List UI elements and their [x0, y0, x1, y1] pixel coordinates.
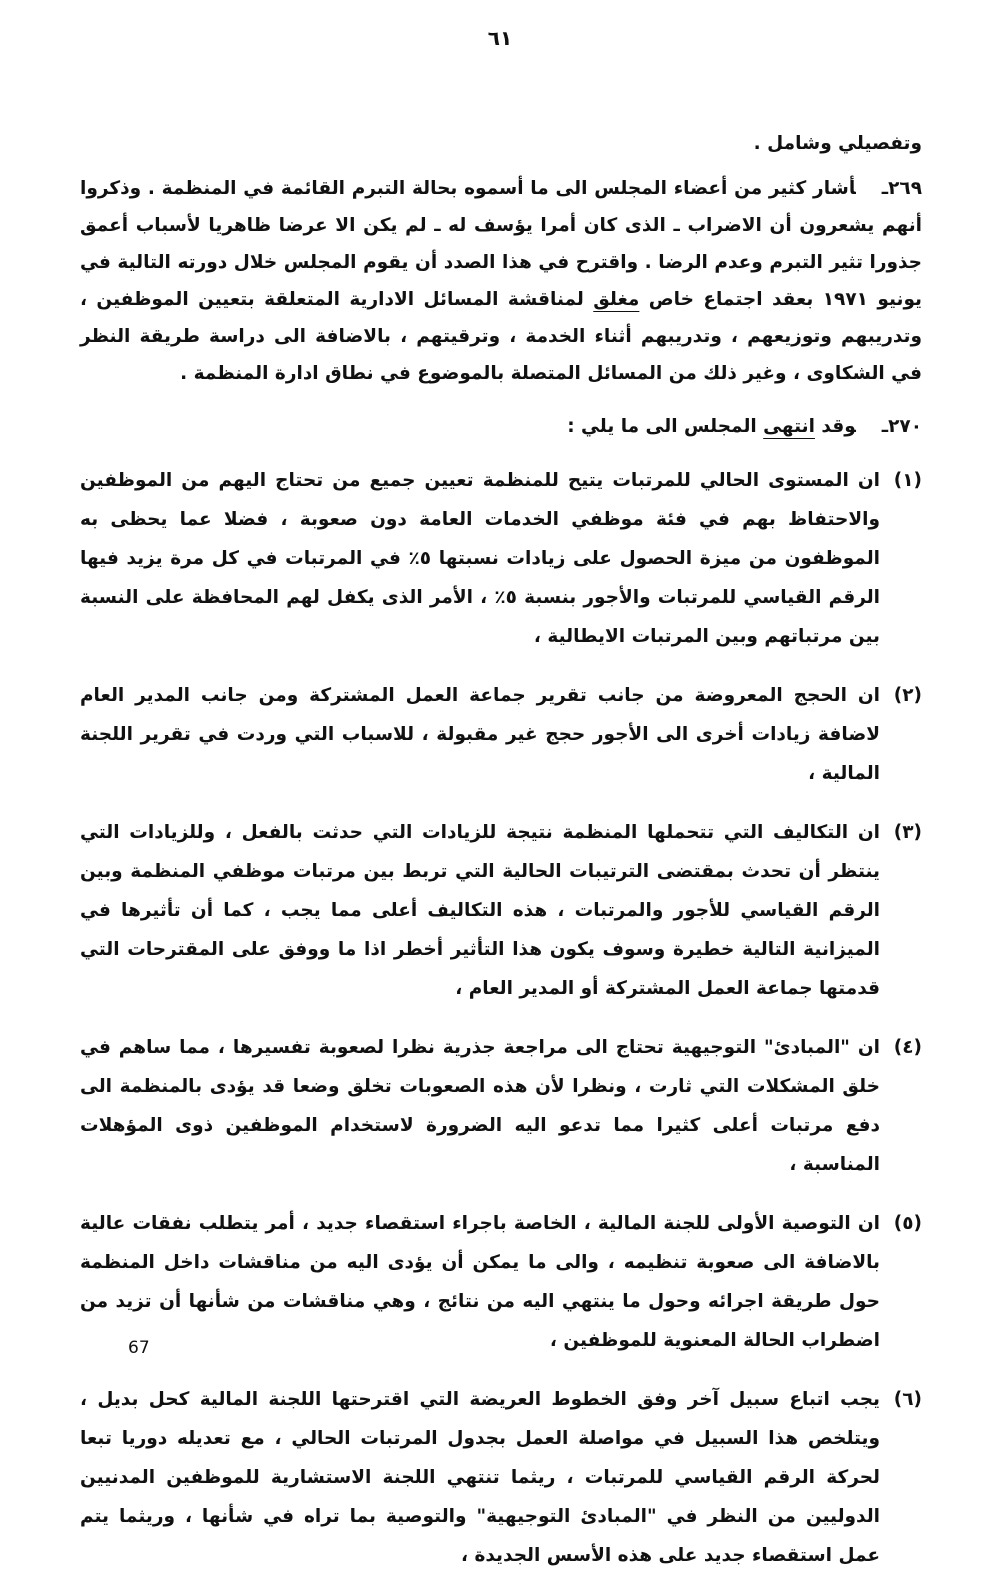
list-item-number: (٥) [893, 1213, 922, 1234]
page-number-top: ٦١ [487, 26, 513, 50]
underlined-word: انتهى [763, 416, 815, 437]
paragraph-269 [80, 170, 922, 392]
list-item-text: ان "المبادئ" التوجيهية تحتاج الى مراجعة جذرية نظرا لصعوبة تفسيرها ، مما ساهم في خلق المشكلات التي ثارت ، ونظرا لأن هذه الصعوبات تخلق وضعا قد يؤدى بالمنظمة الى دفع مرتبات أعلى كثيرا مما تدعو اليه الضرورة لاستخدام الموظفين ذوى المؤهلات المناسبة ، [80, 1037, 880, 1175]
list-item-number: (٣) [893, 822, 922, 843]
list-item [80, 676, 922, 793]
list-item [80, 813, 922, 1008]
document-body [80, 125, 922, 1595]
paragraph-number: ٢٧٠ـ [881, 416, 922, 437]
paragraph-text: وقد [814, 416, 856, 437]
list-item-text: ان التكاليف التي تتحملها المنظمة نتيجة للزيادات التي حدثت بالفعل ، وللزيادات التي ينتظر أن تحدث بمقتضى الترتيبات الحالية التي تربط بين مرتبات موظفي المنظمة وبين الرقم القياسي للأجور والمرتبات ، هذه التكاليف أعلى مما يجب ، كما أن تأثيرها في الميزانية التالية خطيرة وسوف يكون هذا التأثير أخطر اذا ما ووفق على المقترحات التي قدمتها جماعة العمل المشتركة أو المدير العام ، [80, 822, 880, 999]
list-item [80, 1380, 922, 1575]
list-item-text: ان المستوى الحالي للمرتبات يتيح للمنظمة تعيين جميع من تحتاج اليهم من الموظفين والاحتفاظ بهم في فئة موظفي الخدمات العامة دون صعوبة ، فضلا عما يحظى به الموظفون من ميزة الحصول على زيادات نسبتها ٥٪ في المرتبات في كل مرة يزيد فيها الرقم القياسي للمرتبات والأجور بنسبة ٥٪ ، الأمر الذى يكفل لهم المحافظة على النسبة بين مرتباتهم وبين المرتبات الايطالية ، [80, 470, 881, 647]
list-item [80, 1028, 922, 1184]
list-item-number: (٤) [893, 1037, 922, 1058]
underlined-word: مغلق [593, 289, 640, 310]
list-item-text: يجب اتباع سبيل آخر وفق الخطوط العريضة التي اقترحتها اللجنة المالية كحل بديل ، ويتلخص هذا السبيل في مواصلة العمل بجدول المرتبات الحالي ، مع تعديله دوريا تبعا لحركة الرقم القياسي للمرتبات ، ريثما تنتهي اللجنة الاستشارية للموظفين المدنيين الدوليين من النظر في "المبادئ التوجيهية" والتوصية بما تراه في شأنها ، وريثما يتم عمل استقصاء جديد على هذه الأسس الجديدة ، [80, 1389, 880, 1566]
list-item-text: ان الحجج المعروضة من جانب تقرير جماعة العمل المشتركة ومن جانب المدير العام لاضافة زيادات أخرى الى الأجور حجج غير مقبولة ، للاسباب التي وردت في تقرير اللجنة المالية ، [80, 685, 880, 784]
list-item [80, 461, 922, 656]
continuation-text: وتفصيلي وشامل . [753, 133, 922, 154]
paragraph-number: ٢٦٩ـ [881, 178, 922, 199]
page-number-bottom: 67 [128, 1338, 150, 1358]
paragraph-270 [80, 408, 922, 445]
paragraph-text: لمناقشة المسائل الادارية المتعلقة بتعيين الموظفين ، وتدريبهم وتوزيعهم ، وتدريبهم أثناء الخدمة ، وترقيتهم ، بالاضافة الى دراسة طريقة النظر في الشكاوى ، وغير ذلك من المسائل المتصلة بالموضوع في نطاق ادارة المنظمة . [80, 289, 922, 384]
list-item-number: (١) [893, 470, 922, 491]
list-item-number: (٦) [893, 1389, 922, 1410]
paragraph-text: أشار كثير من أعضاء المجلس الى ما أسموه بحالة التبرم القائمة في المنظمة . وذكروا أنهم يشعرون أن الاضراب ـ الذى كان أمرا يؤسف له ـ لم يكن الا عرضا ظاهريا لأسباب أعمق جذورا تثير التبرم وعدم الرضا . واقترح في هذا الصدد أن يقوم المجلس خلال دورته التالية في يونيو ١٩٧١ بعقد اجتماع خاص [80, 178, 922, 310]
list-item-number: (٢) [893, 685, 922, 706]
paragraph-text: المجلس الى ما يلي : [567, 416, 764, 437]
list-item [80, 1204, 922, 1360]
list-item-text: ان التوصية الأولى للجنة المالية ، الخاصة باجراء استقصاء جديد ، أمر يتطلب نفقات عالية بالاضافة الى صعوبة تنظيمه ، والى ما يمكن أن يؤدى اليه من مناقشات داخل المنظمة حول طريقة اجرائه وحول ما ينتهي اليه من نتائج ، وهي مناقشات من شأنها أن تزيد من اضطراب الحالة المعنوية للموظفين ، [80, 1213, 880, 1351]
